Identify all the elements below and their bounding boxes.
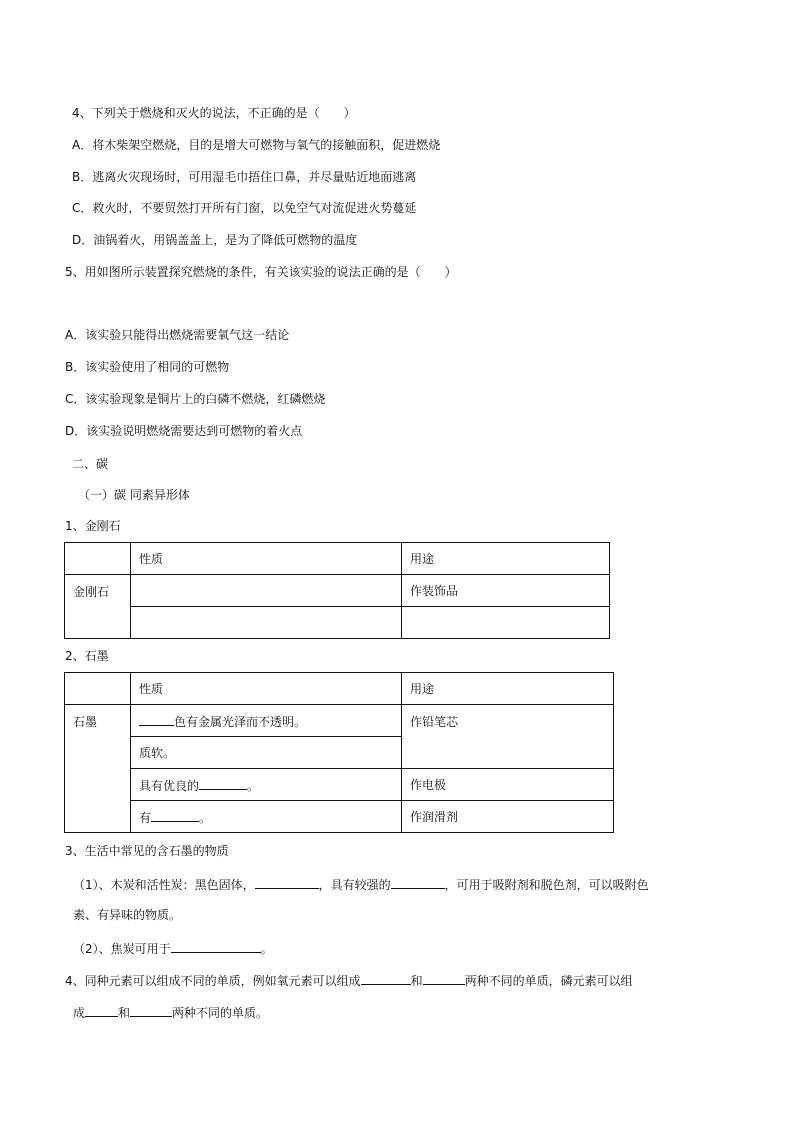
section-title: 二、碳	[72, 457, 109, 471]
fill-blank[interactable]	[151, 808, 199, 822]
diamond-use-cell-1: 作装饰品	[402, 575, 610, 607]
diamond-col-use: 用途	[402, 543, 610, 575]
diamond-row-label: 金刚石	[65, 575, 131, 639]
question-4-option-d: D．油锅着火，用锅盖盖上，是为了降低可燃物的温度	[72, 233, 358, 247]
question-4-stem: 4、下列关于燃烧和灭火的说法，不正确的是（ ）	[72, 106, 356, 120]
question-5-option-d: D．该实验说明燃烧需要达到可燃物的着火点	[65, 424, 303, 438]
diamond-property-cell-1	[131, 575, 402, 607]
item3-line-1: （1）、木炭和活性炭：黑色固体， ，具有较强的 ，可用于吸附剂和脱色剂，可以吸附色	[73, 875, 649, 893]
graphite-row-label: 石墨	[65, 705, 131, 833]
diamond-heading: 1、金刚石	[65, 519, 121, 533]
graphite-property-1: 色有金属光泽而不透明。	[131, 705, 402, 737]
graphite-col-use: 用途	[402, 673, 614, 705]
graphite-property-2: 质软。	[131, 737, 402, 769]
item3-line-1-continued: 素、有异味的物质。	[73, 908, 182, 922]
question-5-option-b: B．该实验使用了相同的可燃物	[65, 360, 230, 374]
question-4-option-b: B．逃离火灾现场时，可用湿毛巾捂住口鼻，并尽量贴近地面逃离	[72, 170, 417, 184]
diamond-property-cell-2	[131, 607, 402, 639]
question-5-stem: 5、用如图所示装置探究燃烧的条件，有关该实验的说法正确的是（ ）	[65, 265, 457, 279]
fill-blank[interactable]	[139, 712, 174, 726]
fill-blank[interactable]	[391, 875, 445, 889]
diamond-use-cell-2	[402, 607, 610, 639]
diamond-table-corner	[65, 543, 131, 575]
item3-heading: 3、生活中常见的含石墨的物质	[65, 844, 229, 858]
fill-blank[interactable]	[130, 1003, 172, 1017]
item3-line-2: （2）、焦炭可用于 。	[73, 939, 273, 957]
graphite-property-4: 有 。	[131, 801, 402, 833]
fill-blank[interactable]	[361, 971, 411, 985]
fill-blank[interactable]	[85, 1003, 118, 1017]
item4-line-1: 4、同种元素可以组成不同的单质，例如氧元素可以组成 和 两种不同的单质，磷元素可以组	[65, 971, 633, 989]
diamond-col-property: 性质	[131, 543, 402, 575]
graphite-property-3: 具有优良的 。	[131, 769, 402, 801]
question-5-option-a: A．该实验只能得出燃烧需要氧气这一结论	[65, 328, 290, 342]
subsection-title: （一）碳 同素异形体	[78, 488, 190, 502]
graphite-heading: 2、石墨	[65, 649, 109, 663]
graphite-use-1: 作铅笔芯	[402, 705, 614, 769]
fill-blank[interactable]	[423, 971, 465, 985]
fill-blank[interactable]	[199, 776, 247, 790]
graphite-table-corner	[65, 673, 131, 705]
question-5-option-c: C．该实验现象是铜片上的白磷不燃烧，红磷燃烧	[65, 392, 326, 406]
fill-blank[interactable]	[255, 875, 319, 889]
graphite-use-2: 作电极	[402, 769, 614, 801]
item4-line-2: 成 和 两种不同的单质。	[73, 1003, 268, 1021]
graphite-use-3: 作润滑剂	[402, 801, 614, 833]
question-4-option-a: A．将木柴架空燃烧，目的是增大可燃物与氧气的接触面积，促进燃烧	[72, 138, 441, 152]
graphite-col-property: 性质	[131, 673, 402, 705]
question-4-option-c: C．救火时，不要贸然打开所有门窗，以免空气对流促进火势蔓延	[72, 201, 417, 215]
diamond-table	[64, 542, 610, 639]
fill-blank[interactable]	[171, 939, 261, 953]
graphite-table	[64, 672, 614, 833]
